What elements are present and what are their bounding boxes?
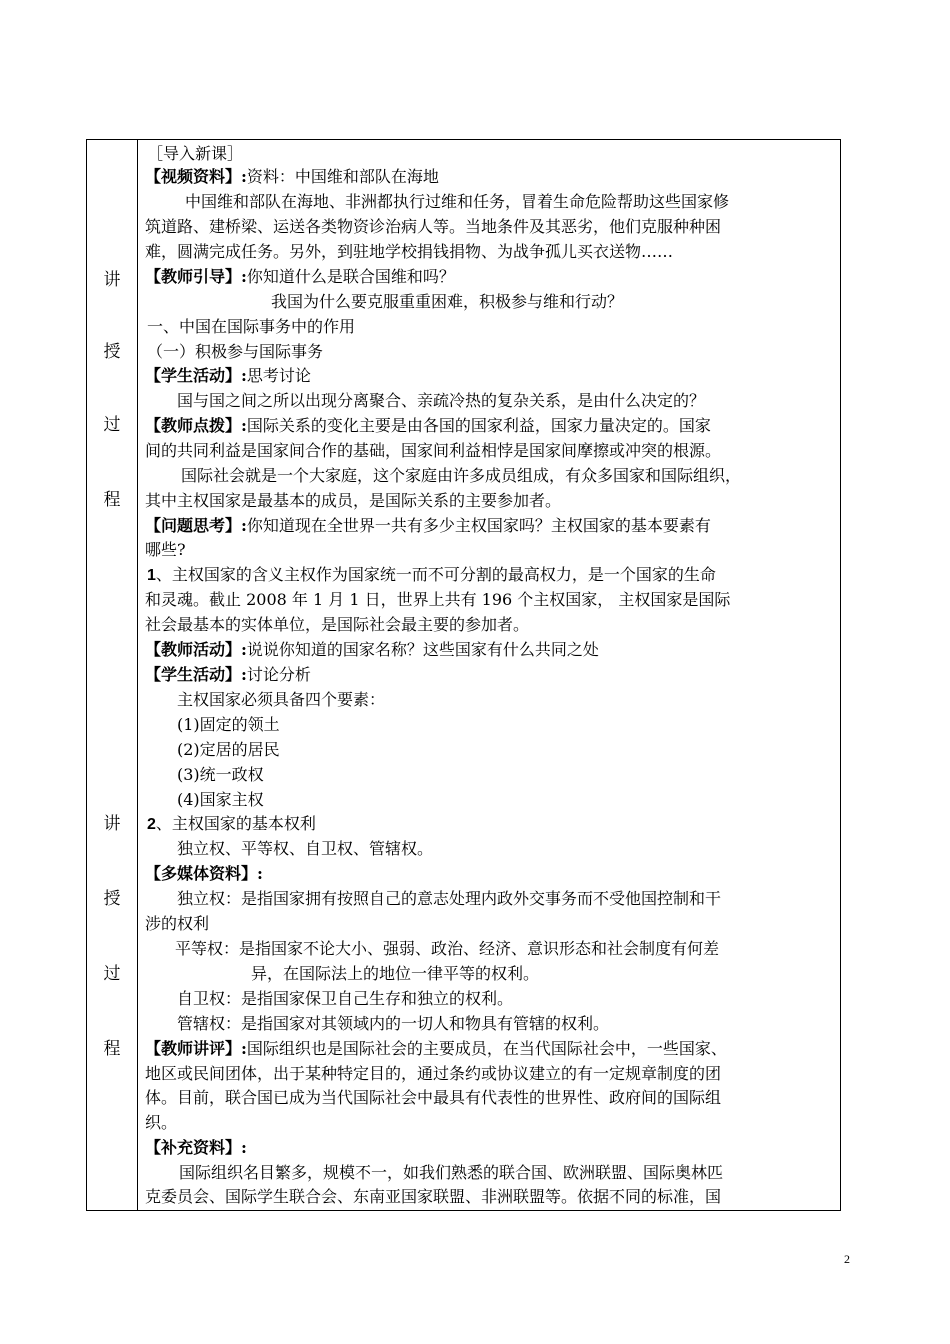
text-line	[147, 812, 316, 836]
section-label-column	[87, 140, 137, 1210]
line-text: (4)国家主权	[177, 790, 264, 809]
line-label: 【教师点拨】:	[145, 416, 247, 435]
text-line	[145, 912, 209, 936]
line-label: 【教师讲评】:	[145, 1039, 247, 1058]
text-line	[147, 315, 355, 339]
text-line	[147, 563, 716, 587]
section-label-char: 程	[103, 1039, 121, 1059]
column-divider	[137, 140, 138, 1210]
line-label: 【补充资料】:	[145, 1138, 247, 1157]
line-text: 国际社会就是一个大家庭，这个家庭由许多成员组成，有众多国家和国际组织，	[181, 466, 742, 485]
line-text: ［导入新课］	[147, 144, 244, 163]
text-line	[145, 1086, 721, 1110]
text-line	[145, 165, 439, 189]
line-text: 筑道路、建桥梁、运送各类物资诊治病人等。当地条件及其恶劣，他们克服种种困	[145, 217, 722, 236]
line-label: 【多媒体资料】:	[145, 864, 263, 883]
line-text: （一）积极参与国际事务	[147, 342, 324, 361]
text-line	[145, 364, 311, 388]
text-line	[145, 1111, 177, 1135]
text-line	[147, 340, 323, 364]
text-line	[145, 638, 599, 662]
lesson-table	[86, 139, 841, 1211]
text-line	[145, 1062, 721, 1086]
text-line	[177, 763, 264, 787]
text-line	[145, 663, 311, 687]
text-line	[145, 265, 455, 289]
line-label: 1	[147, 567, 156, 584]
line-text: 间的共同利益是国家间合作的基础，国家间利益相悖是国家间摩擦或冲突的根源。	[145, 441, 722, 460]
line-text: 平等权：是指国家不论大小、强弱、政治、经济、意识形态和社会制度有何差	[175, 939, 720, 958]
line-text: 织。	[145, 1113, 178, 1132]
text-line	[145, 1037, 727, 1061]
line-text: 国际组织名目繁多，规模不一，如我们熟悉的联合国、欧洲联盟、国际奥林匹	[179, 1163, 724, 1182]
text-line	[177, 887, 721, 911]
text-line	[185, 190, 729, 214]
line-text: (2)定居的居民	[177, 740, 280, 759]
section-label-char: 授	[103, 889, 121, 909]
text-line	[177, 713, 280, 737]
text-line	[177, 738, 280, 762]
text-line	[181, 464, 741, 488]
line-text: 其中主权国家是最基本的成员，是国际关系的主要参加者。	[145, 491, 562, 510]
line-text: 一、中国在国际事务中的作用	[147, 317, 356, 336]
line-text: 、主权国家的含义主权作为国家统一而不可分割的最高权力，是一个国家的生命	[155, 565, 716, 584]
line-text: 国与国之间之所以出现分离聚合、亲疏冷热的复杂关系，是由什么决定的？	[177, 391, 706, 410]
page-number: 2	[844, 1252, 850, 1266]
text-line	[145, 439, 721, 463]
section-label-char: 讲	[103, 270, 121, 290]
line-label: 【学生活动】:	[145, 665, 247, 684]
line-text: 涉的权利	[145, 914, 210, 933]
line-text: 独立权、平等权、自卫权、管辖权。	[177, 839, 434, 858]
text-line	[271, 290, 623, 314]
text-line	[177, 987, 513, 1011]
line-text: 独立权：是指国家拥有按照自己的意志处理内政外交事务而不受他国控制和干	[177, 889, 722, 908]
section-label-char: 过	[103, 415, 121, 435]
line-text: (3)统一政权	[177, 765, 264, 784]
line-label: 【问题思考】:	[145, 516, 247, 535]
text-line	[145, 613, 529, 637]
line-text: 说说你知道的国家名称？这些国家有什么共同之处	[246, 640, 599, 659]
line-text: 、主权国家的基本权利	[155, 814, 316, 833]
line-label: 2	[147, 816, 156, 833]
text-line	[177, 1012, 609, 1036]
text-line	[145, 538, 186, 562]
line-text: 异，在国际法上的地位一律平等的权利。	[251, 964, 540, 983]
text-line	[147, 142, 243, 166]
line-text: (1)固定的领土	[177, 715, 280, 734]
text-line	[145, 215, 721, 239]
text-line	[145, 862, 263, 886]
section-label-char: 程	[103, 490, 121, 510]
line-text: 国际组织也是国际社会的主要成员，在当代国际社会中，一些国家、	[246, 1039, 727, 1058]
text-line	[177, 837, 433, 861]
line-text: 和灵魂。截止 2008 年 1 月 1 日，世界上共有 196 个主权国家， 主权国家是国际	[145, 590, 731, 609]
text-line	[177, 788, 264, 812]
line-text: 克委员会、国际学生联合会、东南亚国家联盟、非洲联盟等。依据不同的标准，国	[145, 1187, 722, 1206]
text-line	[145, 240, 673, 264]
line-text: 中国维和部队在海地、非洲都执行过维和任务，冒着生命危险帮助这些国家修	[185, 192, 730, 211]
line-text: 自卫权：是指国家保卫自己生存和独立的权利。	[177, 989, 514, 1008]
line-text: 我国为什么要克服重重困难，积极参与维和行动？	[271, 292, 624, 311]
section-label-char: 讲	[103, 814, 121, 834]
text-line	[145, 414, 711, 438]
line-text: 思考讨论	[246, 366, 311, 385]
line-text: 管辖权：是指国家对其领域内的一切人和物具有管辖的权利。	[177, 1014, 610, 1033]
text-line	[251, 962, 539, 986]
line-label: 【视频资料】:	[145, 167, 247, 186]
section-label-char: 过	[103, 964, 121, 984]
text-line	[145, 489, 561, 513]
text-line	[177, 688, 385, 712]
line-text: 你知道现在全世界一共有多少主权国家吗？主权国家的基本要素有	[246, 516, 711, 535]
line-text: 你知道什么是联合国维和吗？	[246, 267, 455, 286]
line-text: 资料：中国维和部队在海地	[246, 167, 439, 186]
line-text: 主权国家必须具备四个要素：	[177, 690, 386, 709]
text-line	[179, 1161, 723, 1185]
line-text: 哪些?	[145, 540, 186, 559]
line-text: 讨论分析	[246, 665, 311, 684]
text-line	[145, 1136, 247, 1160]
text-line	[145, 514, 711, 538]
line-label: 【教师引导】:	[145, 267, 247, 286]
text-line	[175, 937, 719, 961]
text-line	[145, 588, 730, 612]
line-label: 【学生活动】:	[145, 366, 247, 385]
line-text: 社会最基本的实体单位，是国际社会最主要的参加者。	[145, 615, 530, 634]
text-line	[145, 1185, 721, 1209]
line-text: 国际关系的变化主要是由各国的国家利益，国家力量决定的。国家	[246, 416, 711, 435]
line-text: 地区或民间团体，出于某种特定目的，通过条约或协议建立的有一定规章制度的团	[145, 1064, 722, 1083]
line-text: 体。目前，联合国已成为当代国际社会中最具有代表性的世界性、政府间的国际组	[145, 1088, 722, 1107]
text-line	[177, 389, 705, 413]
section-label-char: 授	[103, 342, 121, 362]
line-text: 难，圆满完成任务。另外，到驻地学校捐钱捐物、为战争孤儿买衣送物……	[145, 242, 674, 261]
line-label: 【教师活动】:	[145, 640, 247, 659]
